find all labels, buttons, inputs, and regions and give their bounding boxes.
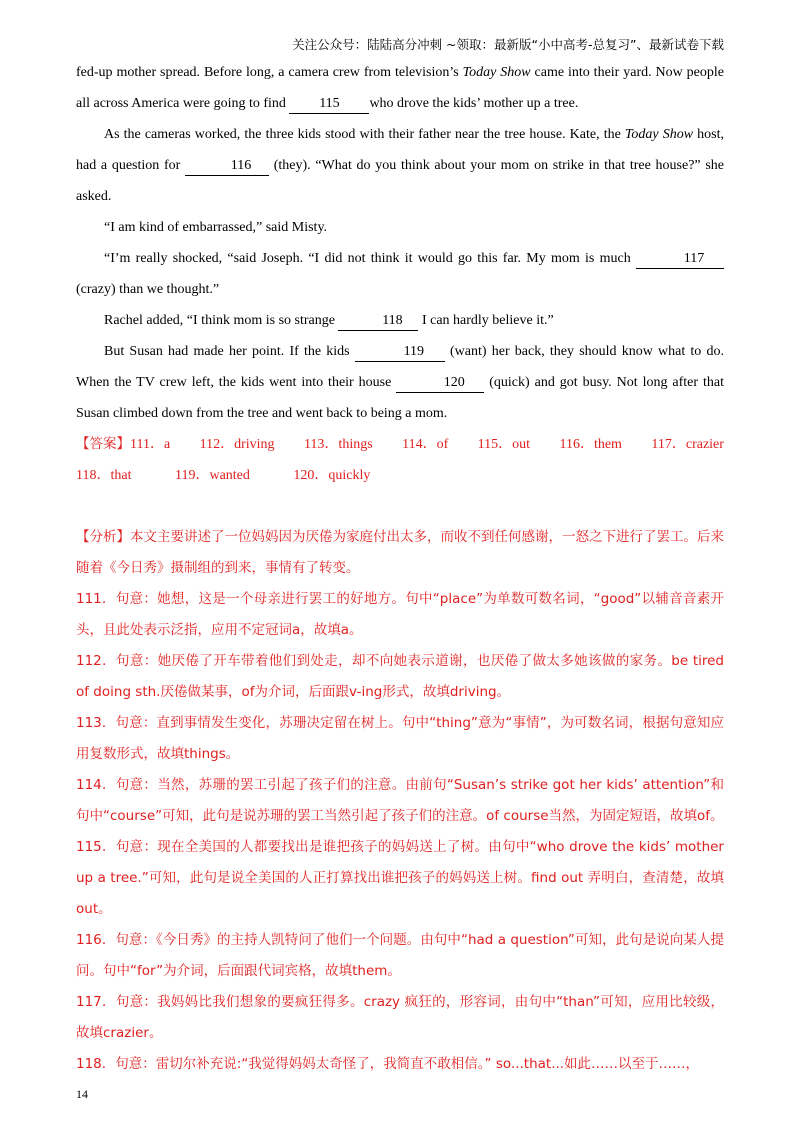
page-header: 关注公众号：陆陆高分冲刺 ~领取：最新版“小中高考-总复习”、最新试卷下载 [292,37,724,52]
show-title: Today Show [624,127,694,142]
blank-116: 116 [185,157,269,176]
answer-item: 114．of [402,437,449,452]
passage-paragraph-1 [76,57,724,119]
answer-item: 120．quickly [293,468,371,483]
text-run: (quick) and got busy. Not long after that Susan climbed down from the tree and went back to being a mom. [76,375,724,421]
text-run: I can hardly believe it.” [418,313,554,328]
analysis-item: 111．句意：她想，这是一个母亲进行罢工的好地方。句中“place”为单数可数名词，“good”以辅音音素开头，且此处表示泛指，应用不定冠词a，故填a。 [76,591,724,638]
analysis-item: 112．句意：她厌倦了开车带着他们到处走，却不向她表示道谢，也厌倦了做太多她该做的家务。be tired of doing sth.厌倦做某事，of为介词，后面跟v-ing形式，故填driving。 [76,653,724,700]
analysis-item: 118．句意：雷切尔补充说:“我觉得妈妈太奇怪了，我简直不敢相信。” so...that...如此……以至于……， [76,1056,700,1072]
answer-line-1 [76,429,724,460]
answer-item: 113．things [303,437,373,452]
passage-paragraph-2 [76,119,724,212]
show-title: Today Show [462,65,531,80]
text-run: came into their yard. Now people all across America were going to find [76,65,724,111]
text-run: (crazy) than we thought.” [76,282,220,297]
text-run: (they). “What do you think about your mom on strike in that tree house?” she asked. [76,158,724,204]
text-run: “I’m really shocked, “said Joseph. “I did not think it would go this far. My mom is much [104,251,636,266]
answer-item: 112．driving [199,437,275,452]
analysis-section [76,522,724,1080]
passage-paragraph-4 [76,243,724,305]
text-run: (want) her back, they should know what to do. When the TV crew left, the kids went into their house [76,344,724,390]
blank-120: 120 [396,374,484,393]
analysis-summary: 【分析】本文主要讲述了一位妈妈因为厌倦为家庭付出太多，而收不到任何感谢，一怒之下进行了罢工。后来随着《今日秀》摄制组的到来，事情有了转变。 [76,529,724,576]
answer-item: 117．crazier [651,437,724,452]
text-run: who drove the kids’ mother up a tree. [369,96,579,111]
analysis-item: 116．句意：《今日秀》的主持人凯特问了他们一个问题。由句中“had a question”可知，此句是说向某人提问。句中“for”为介词，后面跟代词宾格，故填them。 [76,932,724,979]
page-number: 14 [76,1087,88,1101]
text-run: host, had a question for [76,127,724,173]
text-run: fed-up mother spread. Before long, a camera crew from television’s [76,65,463,80]
document-body [76,57,724,1080]
text-run: As the cameras worked, the three kids stood with their father near the tree house. Kate, the [104,127,625,142]
answer-item: 119．wanted [174,468,250,483]
text-run: But Susan had made her point. If the kids [104,344,355,359]
answer-item: 118．that [76,468,132,483]
answer-key [76,429,724,491]
blank-115: 115 [289,95,369,114]
answer-item: 115．out [477,437,531,452]
analysis-item: 117．句意：我妈妈比我们想象的要疯狂得多。crazy 疯狂的，形容词，由句中“than”可知，应用比较级，故填crazier。 [76,994,724,1041]
answer-line-2 [76,460,724,491]
analysis-item: 114．句意：当然，苏珊的罢工引起了孩子们的注意。由前句“Susan’s strike got her kids’ attention”和句中“course”可知，此句是说苏珊的罢工当然引起了孩子们的注意。of course当然，为固定短语，故填of。 [76,777,724,824]
analysis-item: 115．句意：现在全美国的人都要找出是谁把孩子的妈妈送上了树。由句中“who drove the kids’ mother up a tree.”可知，此句是说全美国的人正打算找出谁把孩子的妈妈送上树。find out 弄明白，查清楚，故填out。 [76,839,724,917]
passage-paragraph-6 [76,336,724,429]
answer-item: 116．them [559,437,622,452]
blank-119: 119 [355,343,445,362]
passage-paragraph-3: “I am kind of embarrassed,” said Misty. [104,220,328,235]
passage-paragraph-5 [76,305,724,336]
answer-item: 111．a [130,437,171,452]
answer-label: 【答案】 [76,436,130,452]
text-run: Rachel added, “I think mom is so strange [104,313,339,328]
blank-117: 117 [636,250,724,269]
analysis-item: 113．句意：直到事情发生变化，苏珊决定留在树上。句中“thing”意为“事情”，为可数名词，根据句意知应用复数形式，故填things。 [76,715,724,762]
blank-118: 118 [338,312,418,331]
